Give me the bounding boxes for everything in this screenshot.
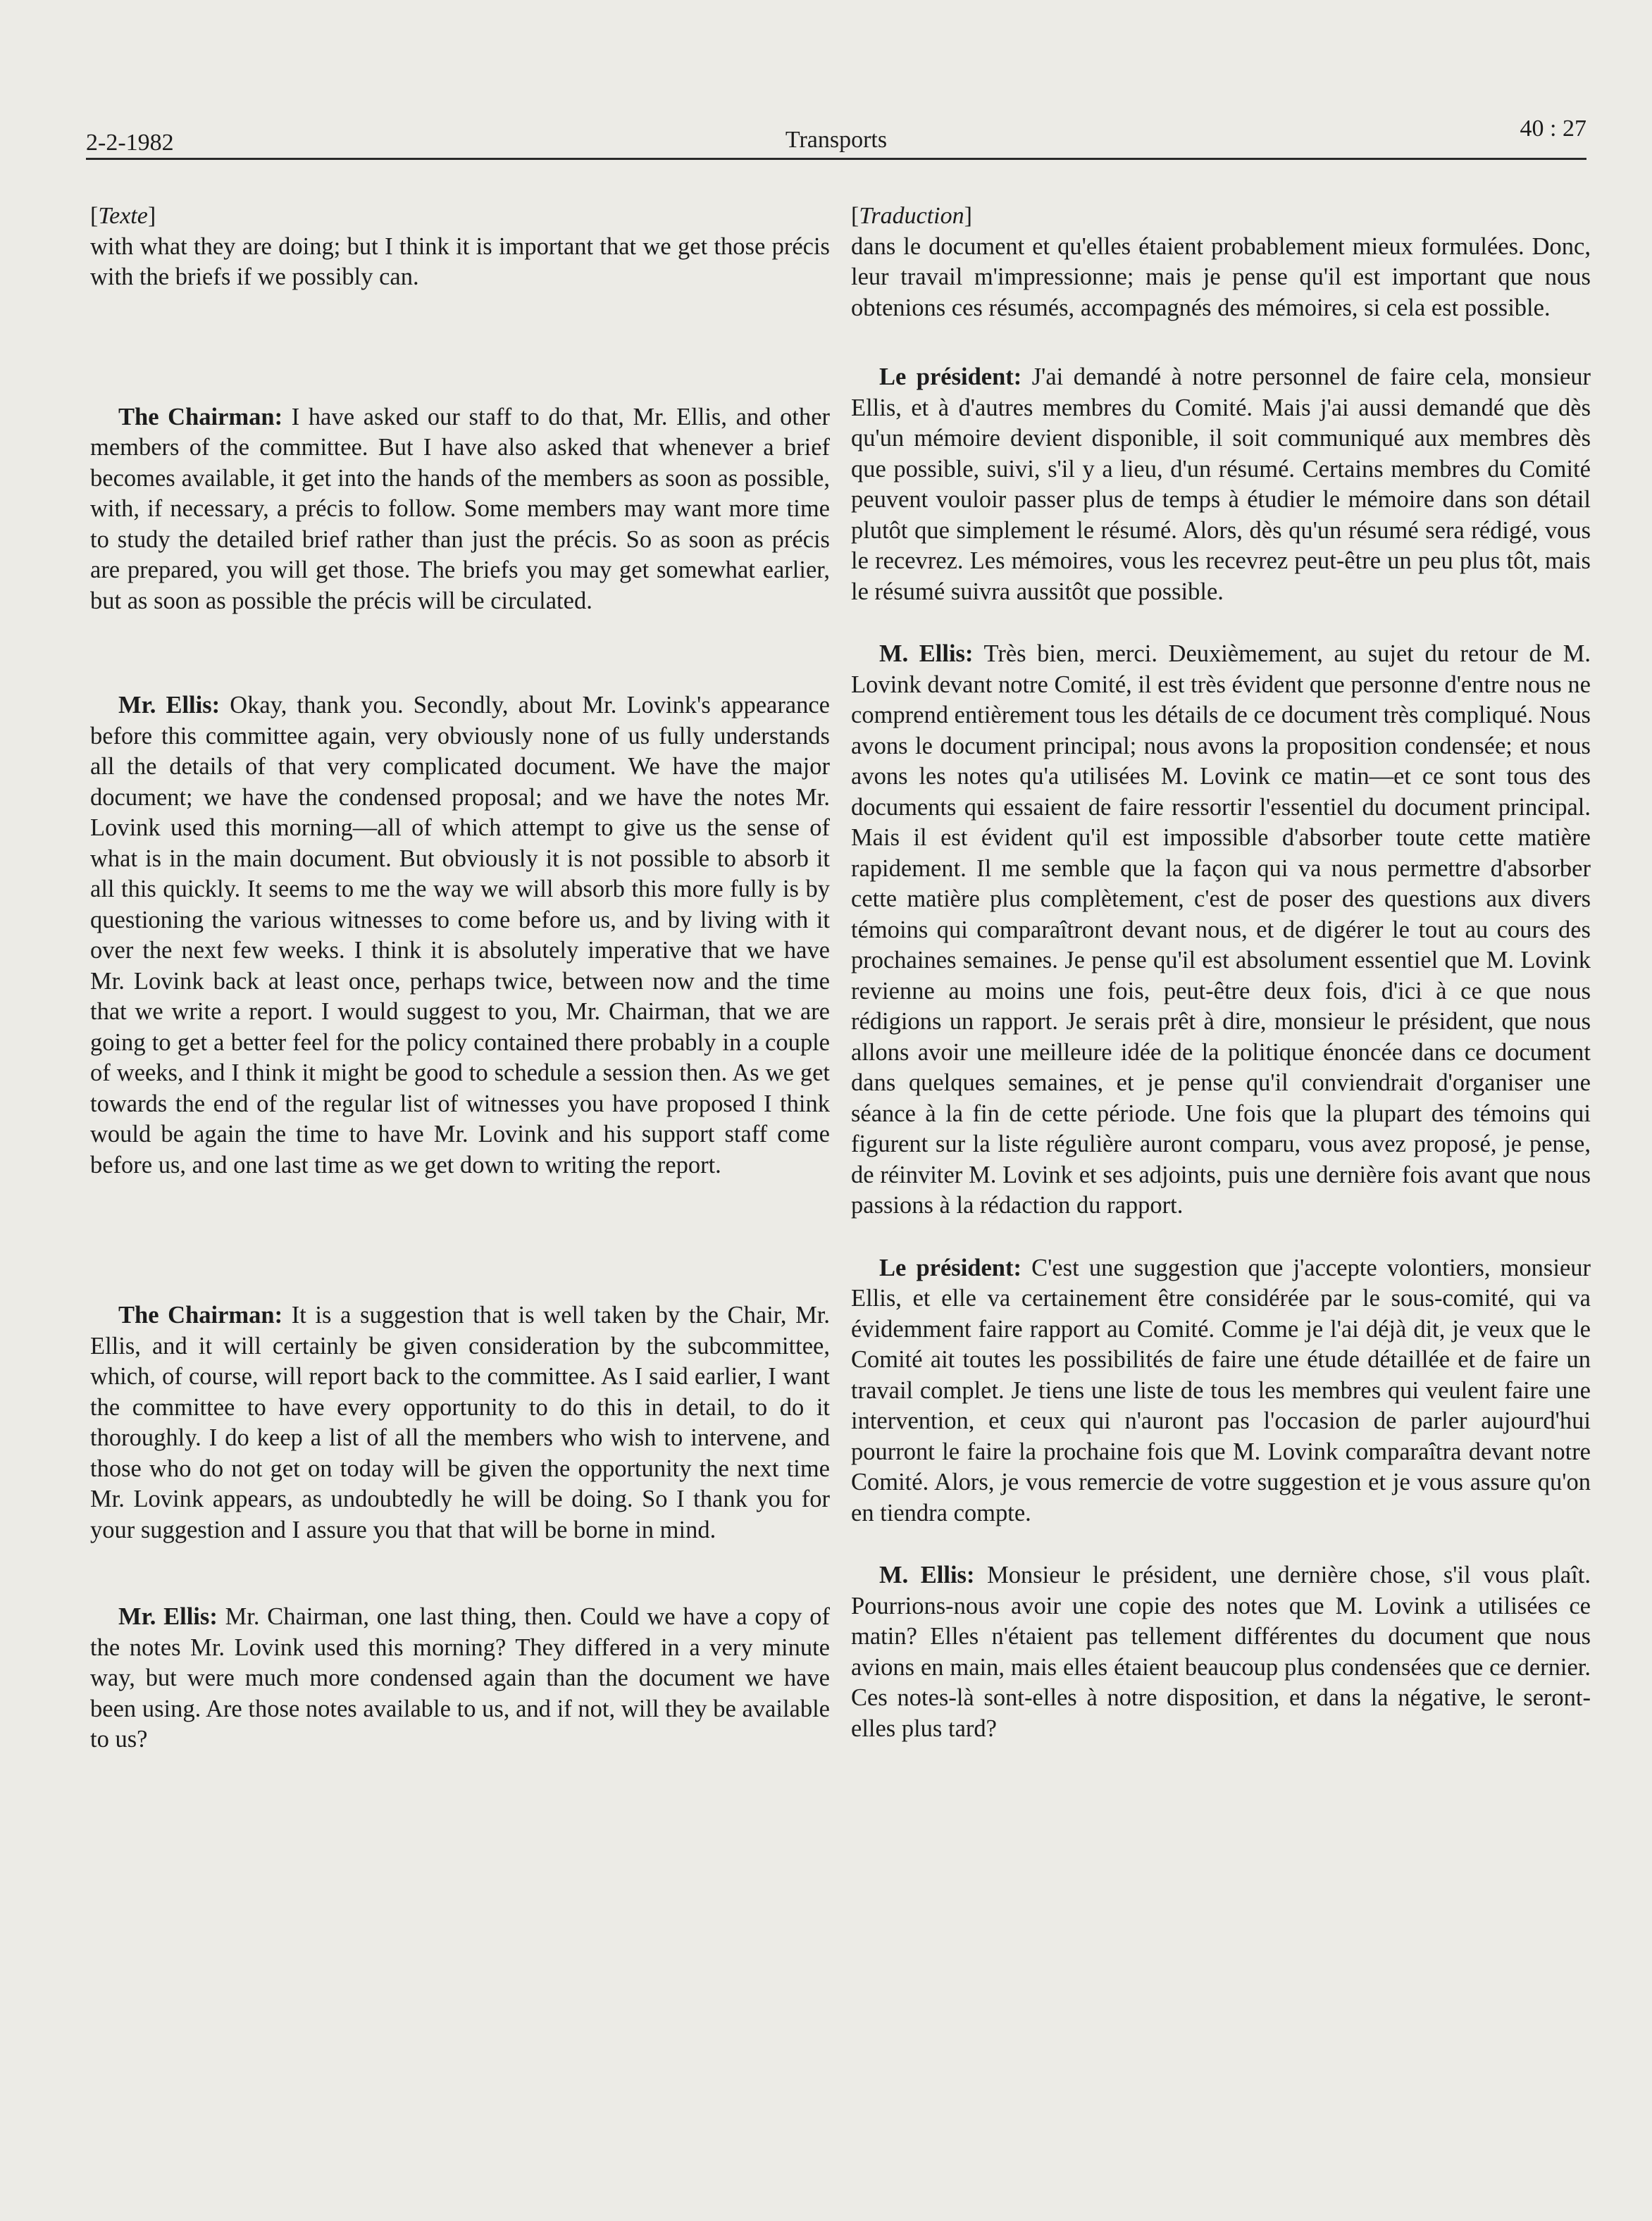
speaker-label: The Chairman: — [118, 403, 283, 430]
language-tag-english: [Texte] — [90, 203, 156, 229]
paragraph — [90, 232, 830, 293]
paragraph-text: with what they are doing; but I think it is important that we get those précis with the briefs if we possibly can. — [90, 232, 830, 290]
paragraph-text: dans le document et qu'elles étaient probablement mieux formulées. Donc, leur travail m'impressionne; mais je pense qu'il est important que nous obtenions ces résumés, accompagnés des mémoires, si cela est possible. — [851, 232, 1591, 321]
paragraph — [851, 1560, 1591, 1744]
paragraph — [90, 690, 830, 1181]
speaker-label: Le président: — [879, 1254, 1021, 1281]
paragraph — [851, 232, 1591, 324]
paragraph — [851, 639, 1591, 1221]
paragraph-text: C'est une suggestion que j'accepte volontiers, monsieur Ellis, et elle va certainement être considérée par le sous-comité, qui va évidemment faire rapport au Comité. Comme je l'ai déjà dit, je veux que le Comité ait toutes les possibilités de faire une étude détaillée et de faire un travail complet. Je tiens une liste de tous les membres qui veulent faire une intervention, et ceux qui n'auront pas l'occasion de parler aujourd'hui pourront le faire la prochaine fois que M. Lovink comparaîtra devant notre Comité. Alors, je vous remercie de votre suggestion et je vous assure qu'on en tiendra compte. — [851, 1254, 1591, 1526]
paragraph — [90, 1602, 830, 1755]
speaker-label: M. Ellis: — [879, 1562, 975, 1588]
paragraph — [90, 402, 830, 617]
paragraph — [851, 362, 1591, 607]
speaker-label: The Chairman: — [118, 1302, 283, 1329]
speaker-label: Le président: — [879, 363, 1022, 390]
speaker-label: M. Ellis: — [879, 640, 974, 667]
header-date: 2-2-1982 — [86, 130, 174, 156]
header-page-number: 40 : 27 — [1520, 116, 1586, 142]
page-header — [86, 113, 1586, 160]
french-column — [851, 201, 1591, 1744]
header-title: Transports — [785, 127, 888, 153]
language-tag-french: [Traduction] — [851, 203, 972, 229]
paragraph-text: I have asked our staff to do that, Mr. Ellis, and other members of the committee. But I have also asked that whenever a brief becomes available, it get into the hands of the members as soon as possible, with, if necessary, a précis to follow. Some members may want more time to study the detailed brief rather than just the précis. So as soon as précis are prepared, you will get those. The briefs you may get somewhat earlier, but as soon as possible the précis will be circulated. — [90, 403, 831, 614]
paragraph — [851, 1253, 1591, 1529]
paragraph-text: Okay, thank you. Secondly, about Mr. Lovink's appearance before this committee again, very obviously none of us fully understands all the details of that very complicated document. We have the major document; we have the condensed proposal; and we have the notes Mr. Lovink used this morning—all of which attempt to give us the sense of what is in the main document. But obviously it is not possible to absorb it all this quickly. It seems to me the way we will absorb this more fully is by questioning the various witnesses to come before us, and by living with it over the next few weeks. I think it is absolutely imperative that we have Mr. Lovink back at least once, perhaps twice, between now and the time that we write a report. I would suggest to you, Mr. Chairman, that we are going to get a better feel for the policy contained there probably in a couple of weeks, and I think it might be good to schedule a session then. As we get towards the end of the regular list of witnesses you have proposed I think would be again the time to have Mr. Lovink and his support staff come before us, and one last time as we get down to writing the report. — [90, 692, 830, 1178]
paragraph-text: J'ai demandé à notre personnel de faire cela, monsieur Ellis, et à d'autres membres du Comité. Mais j'ai aussi demandé que dès qu'un mémoire devient disponible, il soit communiqué aux membres dès que possible, suivi, s'il y a lieu, d'un résumé. Certains membres du Comité peuvent vouloir passer plus de temps à étudier le mémoire dans son détail plutôt que simplement le résumé. Alors, dès qu'un résumé sera rédigé, vous le recevrez. Les mémoires, vous les recevrez peut-être un peu plus tôt, mais le résumé suivra aussitôt que possible. — [851, 363, 1591, 605]
paragraph-text: It is a suggestion that is well taken by the Chair, Mr. Ellis, and it will certainly be given consideration by the subcommittee, which, of course, will report back to the committee. As I said earlier, I want the committee to have every opportunity to do this in detail, to do it thoroughly. I do keep a list of all the members who wish to intervene, and those who do not get on today will be given the opportunity the next time Mr. Lovink appears, as undoubtedly he will be doing. So I thank you for your suggestion and I assure you that that will be borne in mind. — [90, 1302, 831, 1543]
paragraph-text: Mr. Chairman, one last thing, then. Could we have a copy of the notes Mr. Lovink used this morning? They differed in a very minute way, but were much more condensed again than the document we have been using. Are those notes available to us, and if not, will they be available to us? — [90, 1603, 830, 1753]
paragraph-text: Très bien, merci. Deuxièmement, au sujet du retour de M. Lovink devant notre Comité, il est très évident que personne d'entre nous ne comprend entièrement tous les détails de ce document très compliqué. Nous avons le document principal; nous avons la proposition condensée; et nous avons les notes qu'a utilisées M. Lovink ce matin—et ce sont tous des documents qui essaient de faire ressortir l'essentiel du document principal. Mais il est évident qu'il est impossible d'absorber toute cette matière rapidement. Il me semble que la façon qui va nous permettre d'absorber cette matière plus complètement, c'est de poser des questions aux divers témoins qui comparaîtront devant nous, et de digérer le tout au cours des prochaines semaines. Je pense qu'il est absolument essentiel que M. Lovink revienne au moins une fois, peut-être deux fois, d'ici à ce que nous rédigions un rapport. Je serais prêt à dire, monsieur le président, que nous allons avoir une meilleure idée de la politique énoncée dans ce document dans quelques semaines, et je pense qu'il conviendrait d'organiser une séance à la fin de cette période. Une fois que la plupart des témoins qui figurent sur la liste régulière auront comparu, vous avez proposé, je pense, de réinviter M. Lovink et ses adjoints, puis une dernière fois avant que nous passions à la rédaction du rapport. — [851, 640, 1591, 1219]
paragraph — [90, 1300, 830, 1545]
english-column — [90, 201, 830, 1755]
speaker-label: Mr. Ellis: — [118, 1603, 218, 1630]
speaker-label: Mr. Ellis: — [118, 692, 221, 718]
paragraph-text: Monsieur le président, une dernière chose, s'il vous plaît. Pourrions-nous avoir une copie des notes que M. Lovink a utilisées ce matin? Elles n'étaient pas tellement différentes du document que nous avions en main, mais elles étaient beaucoup plus condensées que ce dernier. Ces notes-là sont-elles à notre disposition, et dans la négative, le seront-elles plus tard? — [851, 1562, 1591, 1742]
